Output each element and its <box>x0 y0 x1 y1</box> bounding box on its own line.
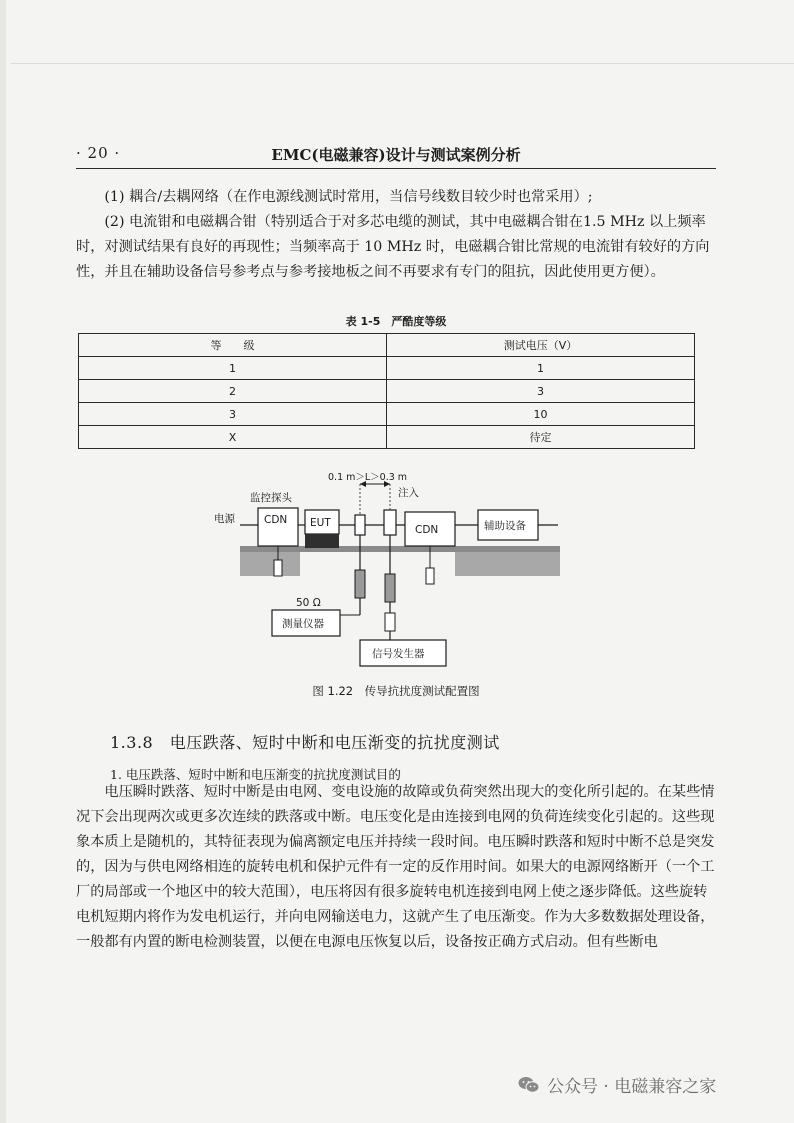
running-header <box>76 144 716 164</box>
watermark-text: 公众号 · 电磁兼容之家 <box>547 1077 717 1097</box>
paragraph-coupling-network: (1) 耦合/去耦网络（在作电源线测试时常用，当信号线数目较少时也常采用）; <box>104 189 593 205</box>
table-row <box>79 380 695 403</box>
cdn-right-label: CDN <box>415 524 439 536</box>
column-header-grade: 等 级 <box>79 334 387 357</box>
header-rule <box>76 168 716 169</box>
injection-resistor <box>385 613 395 631</box>
wechat-icon <box>518 1076 540 1094</box>
ohm-label: 50 Ω <box>296 597 321 609</box>
page-number: · 20 · <box>76 144 121 162</box>
body-paragraph: 电压瞬时跌落、短时中断是由电网、变电设施的故障或负荷突然出现大的变化所引起的。在某些情况下会出现两次或更多次连续的跌落或中断。电压变化是由连接到电网的负荷连续变化引起的。这些现象本质上是随机的，其特征表现为偏离额定电压并持续一段时间。电压瞬时跌落和短时中断不总是突发的，因为与供电网络相连的旋转电机和保护元件有一定的反作用时间。如果大的电源网络断开（一个工厂的局部或一个地区中的较大范围），电压将因有很多旋转电机连接到电网上使之逐步降低。这些旋转电机短期内将作为发电机运行，并向电网输送电力，这就产生了电压渐变。作为大多数数据处理设备，一般都有内置的断电检测装置，以便在电源电压恢复以后，设备按正确方式启动。但有些断电 <box>76 784 715 950</box>
table-cell: 3 <box>387 380 695 403</box>
signal-generator-label: 信号发生器 <box>372 648 425 660</box>
ground-block-left <box>240 552 300 576</box>
table-row <box>79 426 695 449</box>
table-cell: X <box>79 426 387 449</box>
table-cell: 1 <box>387 357 695 380</box>
table-caption: 表 1-5 严酷度等级 <box>345 315 447 328</box>
table-row <box>79 403 695 426</box>
paragraph-current-clamp: (2) 电流钳和电磁耦合钳（特别适合于对多芯电缆的测试，其中电磁耦合钳在1.5 MHz 以上频率时，对测试结果有良好的再现性；当频率高于 10 MHz 时，电磁耦合钳比常规的电流钳有较好的方向性，并且在辅助设备信号参考点与参考接地板之间不再要求有专门的阻抗，因此使用更方便）。 <box>76 214 710 280</box>
monitor-clamp <box>355 515 365 535</box>
sub-heading: 1. 电压跌落、短时中断和电压渐变的抗扰度测试目的 <box>110 767 401 782</box>
inject-label: 注入 <box>398 487 419 499</box>
section-heading: 1.3.8 电压跌落、短时中断和电压渐变的抗扰度测试 <box>110 733 500 752</box>
power-label: 电源 <box>214 513 235 525</box>
test-setup-figure <box>200 470 600 680</box>
table-cell: 3 <box>79 403 387 426</box>
table-cell: 10 <box>387 403 695 426</box>
attenuator <box>355 570 365 598</box>
severity-table <box>78 333 695 449</box>
ground-resistor-left <box>274 560 282 576</box>
instrument-label: 测量仪器 <box>282 618 324 630</box>
ground-block-right <box>455 552 560 576</box>
watermark <box>518 1072 716 1097</box>
monitor-probe-label: 监控探头 <box>250 492 292 504</box>
cdn-left-label: CDN <box>264 514 288 526</box>
test-setup-diagram <box>200 470 600 680</box>
book-title: EMC(电磁兼容)设计与测试案例分析 <box>271 146 521 164</box>
ground-plane <box>240 546 560 552</box>
column-header-voltage: 测试电压（V） <box>387 334 695 357</box>
aux-equipment-label: 辅助设备 <box>484 520 526 532</box>
table-header-row <box>79 334 695 357</box>
table-cell: 1 <box>79 357 387 380</box>
injection-clamp <box>384 510 396 535</box>
table-cell: 待定 <box>387 426 695 449</box>
table-cell: 2 <box>79 380 387 403</box>
eut-support <box>305 534 339 548</box>
ground-resistor-right <box>426 568 434 584</box>
table-row <box>79 357 695 380</box>
amplifier <box>385 574 395 602</box>
scan-top-line <box>10 63 794 64</box>
page-edge-shadow <box>0 0 6 1123</box>
eut-label: EUT <box>310 517 331 529</box>
distance-label: 0.1 m＞L＞0.3 m <box>328 472 408 483</box>
figure-caption: 图 1.22 传导抗扰度测试配置图 <box>312 684 480 698</box>
